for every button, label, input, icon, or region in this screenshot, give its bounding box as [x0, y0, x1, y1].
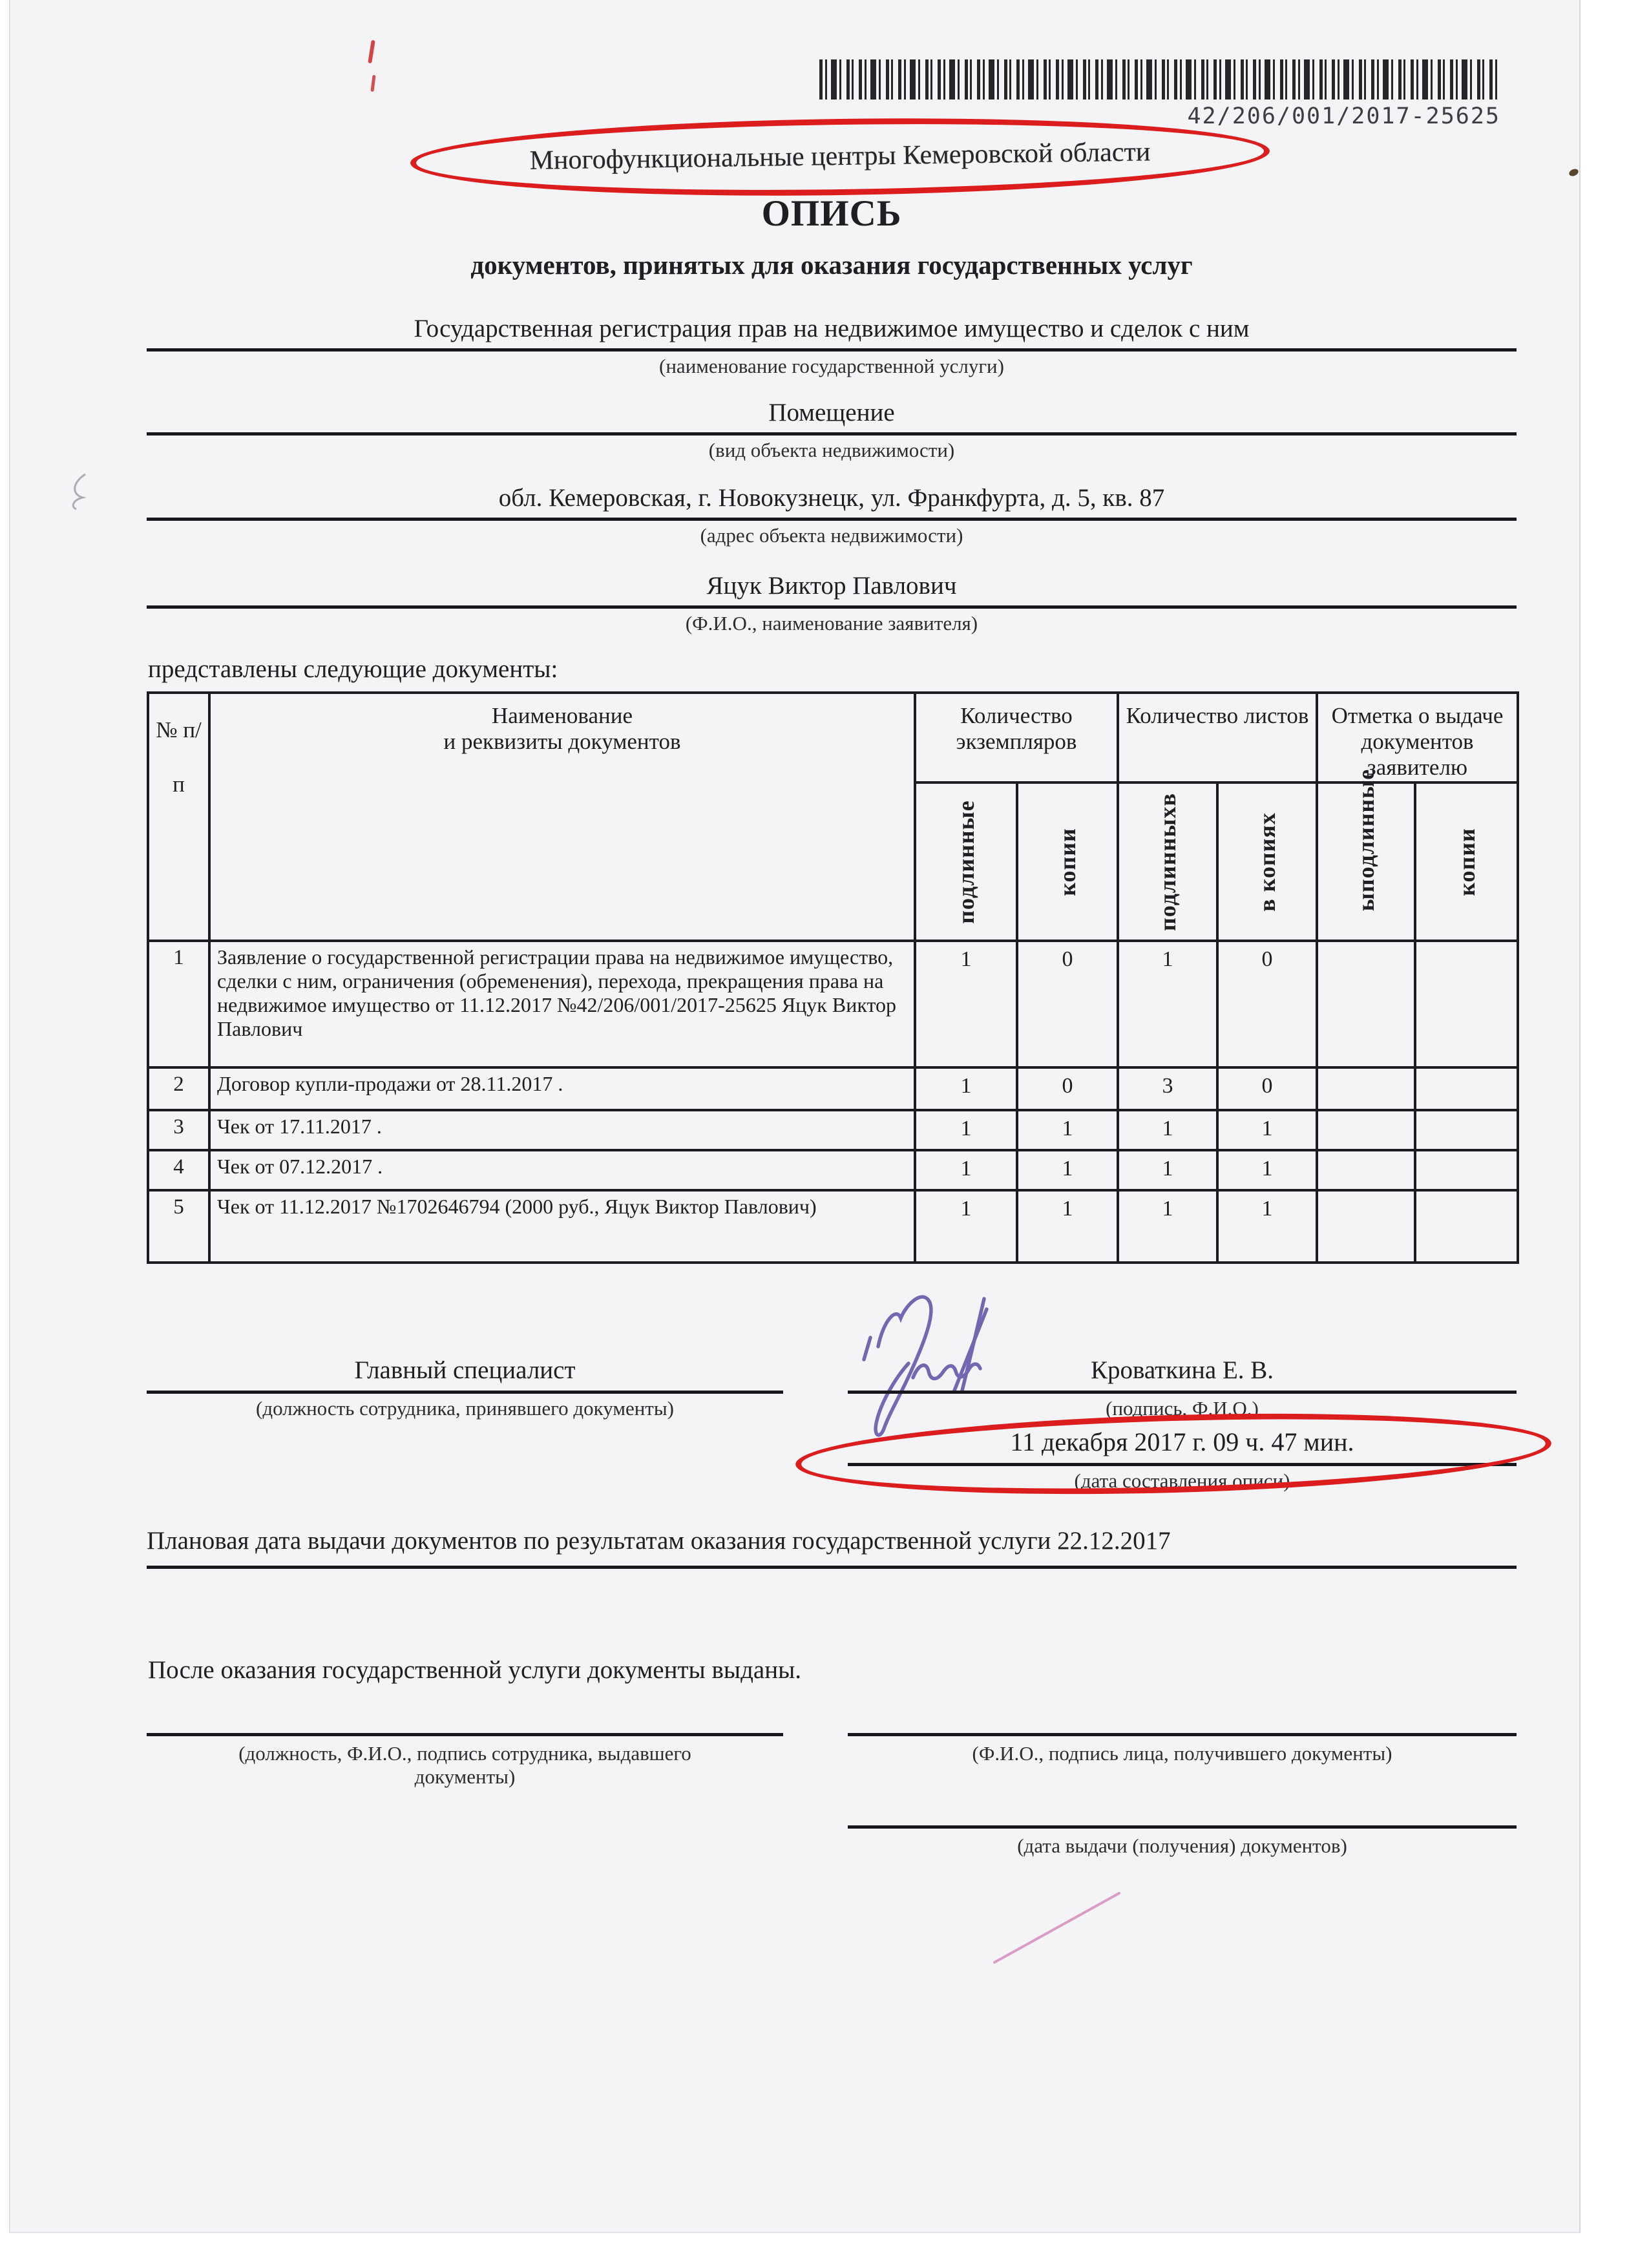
header-copies-count: Количество экземпляров	[915, 693, 1118, 782]
field-service-name	[147, 314, 1517, 378]
table-row: 1 Заявление о государственной регистрации права на недвижимое имущество, сделки с ним, ограничения (обременения), перехода, прекращения права на недвижимое имущество от 11.12.2017 №42/206/001/2017-25625 Яцук Виктор Павлович 1 0 1 0	[148, 941, 1518, 1067]
issuer-sign-line	[147, 1733, 783, 1789]
subheader-copies: копии	[1017, 782, 1118, 941]
acceptance-fio: Кроваткина Е. В.	[848, 1356, 1517, 1394]
header-name-line2: и реквизиты документов	[443, 729, 681, 754]
acceptance-position-caption: (должность сотрудника, принявшего документы)	[256, 1397, 674, 1420]
subheader-original-sheets: подлинныхв	[1118, 782, 1217, 941]
field-caption: (адрес объекта недвижимости)	[700, 524, 963, 547]
field-applicant-name	[147, 571, 1517, 635]
paper-sheet	[9, 0, 1581, 2233]
signature-line	[848, 1733, 1517, 1736]
document-content	[147, 0, 1517, 2233]
pink-pen-mark	[987, 1888, 1129, 1969]
issuer-sign-caption: (должность, Ф.И.О., подпись сотрудника, выдавшего документы)	[238, 1742, 691, 1788]
issue-date-caption: (дата выдачи (получения) документов)	[1017, 1834, 1347, 1857]
barcode-number: 42/206/001/2017-25625	[1187, 103, 1500, 129]
field-caption: (Ф.И.О., наименование заявителя)	[685, 612, 978, 635]
field-caption: (вид объекта недвижимости)	[708, 439, 955, 461]
table-row: 4 Чек от 07.12.2017 . 1 1 1 1	[148, 1150, 1518, 1190]
acceptance-date: 11 декабря 2017 г. 09 ч. 47 мин.	[848, 1427, 1517, 1466]
subheader-mark-copies: копии	[1415, 782, 1518, 941]
acceptance-fio-caption: (подпись, Ф.И.О.)	[1106, 1397, 1259, 1420]
signature-line	[848, 1825, 1517, 1829]
red-oval-stamp	[410, 113, 1270, 202]
acceptance-position-block	[147, 1356, 783, 1420]
field-object-type	[147, 398, 1517, 462]
issued-statement: После оказания государственной услуги документы выданы.	[148, 1656, 802, 1684]
planned-issue-date: Плановая дата выдачи документов по результатам оказания государственной услуги 22.12.2017	[147, 1526, 1517, 1569]
acceptance-date-caption: (дата составления описи)	[1074, 1469, 1290, 1492]
table-header-row	[148, 693, 1518, 782]
documents-intro: представлены следующие документы:	[148, 655, 558, 683]
table-row: 2 Договор купли-продажи от 28.11.2017 . 1 0 3 0	[148, 1067, 1518, 1110]
field-value: Государственная регистрация прав на недвижимое имущество и сделок с ним	[147, 314, 1517, 352]
acceptance-fio-block	[848, 1356, 1517, 1420]
receiver-sign-caption: (Ф.И.О., подпись лица, получившего документы)	[972, 1742, 1392, 1765]
field-value: обл. Кемеровская, г. Новокузнецк, ул. Франкфурта, д. 5, кв. 87	[147, 483, 1517, 521]
issue-date-line	[848, 1825, 1517, 1858]
header-issue-mark: Отметка о выдаче документов заявителю	[1317, 693, 1518, 782]
subheader-copy-sheets: в копиях	[1217, 782, 1317, 941]
subheader-originals: подлинные	[915, 782, 1017, 941]
scanner-squiggle	[63, 470, 94, 513]
ink-fleck	[1568, 167, 1580, 177]
header-no: № п/п	[148, 693, 209, 941]
document-title: ОПИСЬ	[761, 193, 902, 234]
field-caption: (наименование государственной услуги)	[659, 355, 1004, 377]
header-sheets-count: Количество листов	[1118, 693, 1317, 782]
barcode	[819, 59, 1500, 100]
table-row: 3 Чек от 17.11.2017 . 1 1 1 1	[148, 1110, 1518, 1150]
field-value: Помещение	[147, 398, 1517, 436]
stamp-text: Многофункциональные центры Кемеровской области	[529, 137, 1151, 176]
acceptance-position: Главный специалист	[147, 1356, 783, 1394]
table-row: 5 Чек от 11.12.2017 №1702646794 (2000 руб., Яцук Виктор Павлович) 1 1 1 1	[148, 1190, 1518, 1263]
document-subtitle: документов, принятых для оказания государственных услуг	[470, 250, 1193, 280]
documents-table	[147, 691, 1519, 1264]
signature-line	[147, 1733, 783, 1736]
subheader-mark-originals: ыподлинные	[1317, 782, 1415, 941]
field-value: Яцук Виктор Павлович	[147, 571, 1517, 609]
receiver-sign-line	[848, 1733, 1517, 1765]
field-object-address	[147, 483, 1517, 547]
header-name-line1: Наименование	[491, 703, 633, 728]
header-name	[209, 693, 915, 941]
